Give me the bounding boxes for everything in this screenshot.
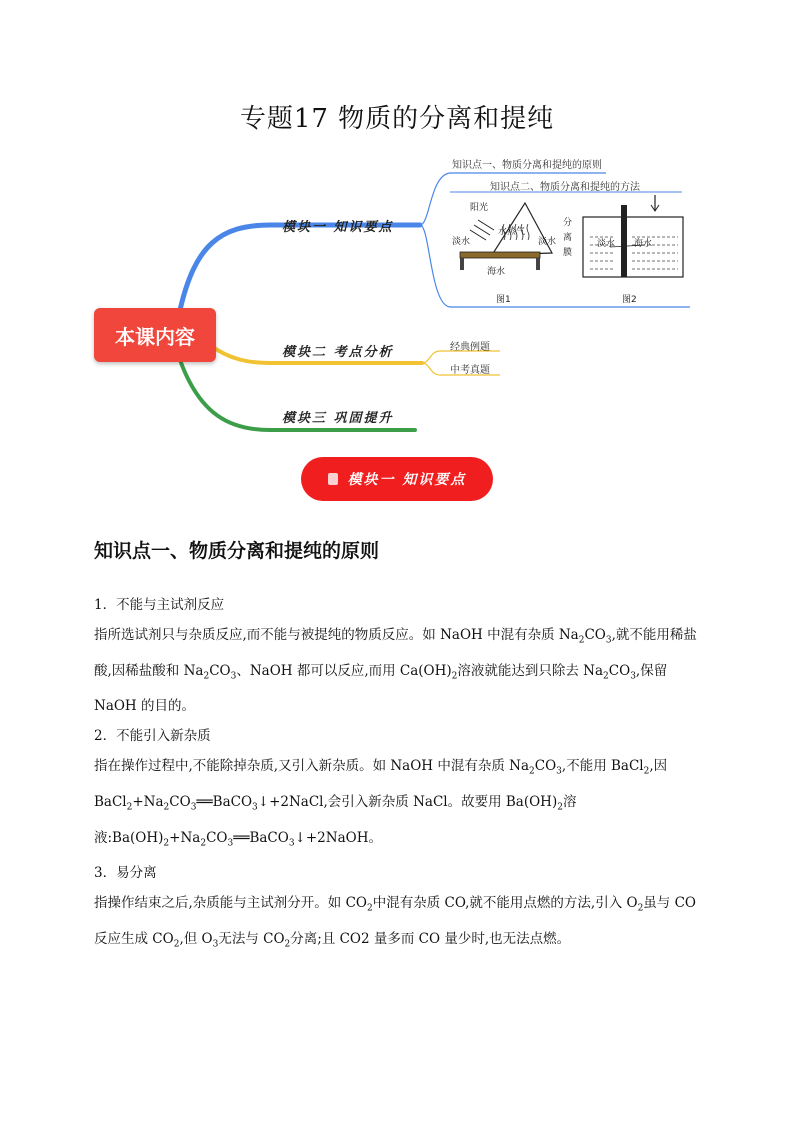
branch1-child-1: 知识点一、物质分离和提纯的原则 (452, 160, 602, 171)
principle-3-text: 指操作结束之后,杂质能与主试剂分开。如 $CO_2$中混有杂质 CO,就不能用点燃的方法,引入 $O_2$虽与 CO 反应生成 $CO_2$,但 $O_3$无法与 $CO_2$分离;且 CO2 量多而 CO 量少时,也无法点燃。 (94, 895, 696, 950)
branch-line-1 (180, 225, 420, 310)
fig2-membrane-char-2: 离 (563, 233, 573, 243)
page-title: 专题17 物质的分离和提纯 (239, 104, 555, 134)
principle-3-heading: 3．易分离 (94, 865, 157, 882)
fig2-caption: 图2 (622, 295, 637, 305)
fig2-membrane-char-1: 分 (563, 218, 573, 228)
fig2-freshwater-label: 淡水 (597, 239, 616, 249)
fig1-sunlight-label: 阳光 (470, 203, 489, 213)
fig1-caption: 图1 (496, 295, 511, 305)
branch-label-1: 模块一 知识要点 (282, 220, 394, 235)
mindmap-root: 本课内容 (94, 308, 216, 362)
fig2-membrane-char-3: 膜 (563, 248, 573, 258)
branch2-child-2: 中考真题 (450, 365, 490, 376)
fig1-freshwater-left-label: 淡水 (452, 237, 471, 247)
branch-label-2: 模块二 考点分析 (282, 345, 394, 360)
branch-label-3: 模块三 巩固提升 (282, 411, 394, 426)
principle-1-heading: 1．不能与主试剂反应 (94, 597, 225, 613)
principle-2-heading: 2．不能引入新杂质 (94, 728, 211, 745)
fig1-seawater-label: 海水 (487, 267, 506, 277)
fig2-seawater-label: 海水 (634, 239, 653, 249)
principle-1-text: 指所选试剂只与杂质反应,而不能与被提纯的物质反应。如 NaOH 中混有杂质 $Na_2CO_3$,就不能用稀盐酸,因稀盐酸和 $Na_2CO_3$、NaOH 都可以反应,而用 $Ca(OH)_2$溶液就能达到只除去 $Na_2CO_3$,保留 NaOH 的目的。 (94, 627, 697, 715)
fig1-vapor-label: 水蒸气 (498, 227, 526, 237)
branch2-child-1: 经典例题 (450, 342, 490, 353)
body-text (94, 590, 700, 960)
section-heading: 知识点一、物质分离和提纯的原则 (94, 540, 380, 562)
module-pill (301, 457, 493, 501)
fig1-freshwater-right-label: 淡水 (538, 237, 557, 247)
principle-2-text: 指在操作过程中,不能除掉杂质,又引入新杂质。如 NaOH 中混有杂质 $Na_2CO_3$,不能用 BaCl$_2$,因 $BaCl_2+Na_2CO_3══BaCO_3↓+2NaCl$,会引入新杂质 NaCl。故要用 $Ba(OH)_2$溶液$:Ba(OH)_2+Na_2CO_3══BaCO_3↓+2NaOH$。 (94, 758, 668, 849)
mind-map (0, 145, 794, 445)
branch1-child-2: 知识点二、物质分离和提纯的方法 (490, 182, 640, 193)
book-icon (328, 473, 338, 485)
module-pill-label: 模块一 知识要点 (347, 472, 467, 488)
